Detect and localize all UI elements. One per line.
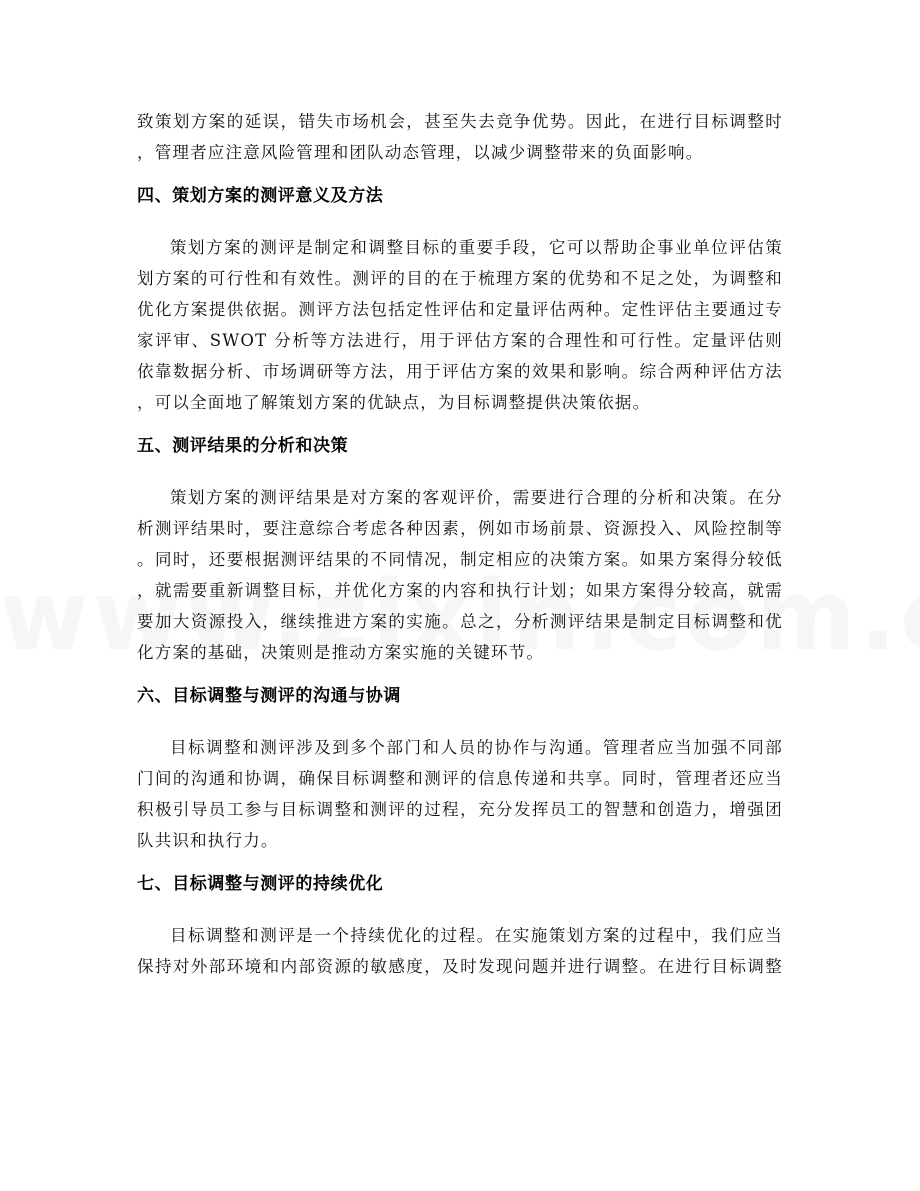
text-line: ，管理者应注意风险管理和团队动态管理，以减少调整带来的负面影响。 xyxy=(137,143,704,162)
text-line: 目标调整和测评涉及到多个部门和人员的协作与沟通。管理者应当加强不同部 xyxy=(170,738,783,757)
text-line: 保持对外部环境和内部资源的敏感度，及时发现问题并进行调整。在进行目标调整 xyxy=(137,957,783,976)
text-line: 。同时，还要根据测评结果的不同情况，制定相应的决策方案。如果方案得分较低 xyxy=(137,550,783,569)
text-line: 队共识和执行力。 xyxy=(137,831,279,850)
paragraph-continuation xyxy=(137,106,783,168)
text-line: 积极引导员工参与目标调整和测评的过程，充分发挥员工的智慧和创造力，增强团 xyxy=(137,800,783,819)
text-line: 化方案的基础，决策则是推动方案实施的关键环节。 xyxy=(137,643,545,662)
text-line: 门间的沟通和协调，确保目标调整和测评的信息传递和共享。同时，管理者还应当 xyxy=(137,769,783,788)
section-heading-7: 七、目标调整与测评的持续优化 xyxy=(137,874,384,894)
text-line: 致策划方案的延误，错失市场机会，甚至失去竞争优势。因此，在进行目标调整时 xyxy=(137,112,783,131)
text-line: ，就需要重新调整目标，并优化方案的内容和执行计划；如果方案得分较高，就需 xyxy=(137,581,783,600)
text-line: 析测评结果时，要注意综合考虑各种因素，例如市场前景、资源投入、风险控制等 xyxy=(137,519,783,538)
paragraph-result-analysis xyxy=(137,482,783,668)
paragraph-communication xyxy=(137,732,783,856)
paragraph-continuous-optimization xyxy=(137,920,783,982)
section-heading-6: 六、目标调整与测评的沟通与协调 xyxy=(137,686,401,706)
text-line: 策划方案的测评结果是对方案的客观评价，需要进行合理的分析和决策。在分 xyxy=(170,488,783,507)
text-line: 优化方案提供依据。测评方法包括定性评估和定量评估两种。定性评估主要通过专 xyxy=(137,300,783,319)
text-line: 依靠数据分析、市场调研等方法，用于评估方案的效果和影响。综合两种评估方法 xyxy=(137,362,783,381)
text-line: 要加大资源投入，继续推进方案的实施。总之，分析测评结果是制定目标调整和优 xyxy=(137,612,783,631)
text-line: 策划方案的测评是制定和调整目标的重要手段，它可以帮助企事业单位评估策 xyxy=(170,238,783,257)
section-heading-4: 四、策划方案的测评意义及方法 xyxy=(137,186,384,206)
text-line: ，可以全面地了解策划方案的优缺点，为目标调整提供决策依据。 xyxy=(137,393,651,412)
paragraph-evaluation-methods xyxy=(137,232,783,418)
section-heading-5: 五、测评结果的分析和决策 xyxy=(137,436,349,456)
text-line: 划方案的可行性和有效性。测评的目的在于梳理方案的优势和不足之处，为调整和 xyxy=(137,269,783,288)
text-line: 家评审、SWOT 分析等方法进行，用于评估方案的合理性和可行性。定量评估则 xyxy=(137,331,783,350)
text-line: 目标调整和测评是一个持续优化的过程。在实施策划方案的过程中，我们应当 xyxy=(170,926,783,945)
